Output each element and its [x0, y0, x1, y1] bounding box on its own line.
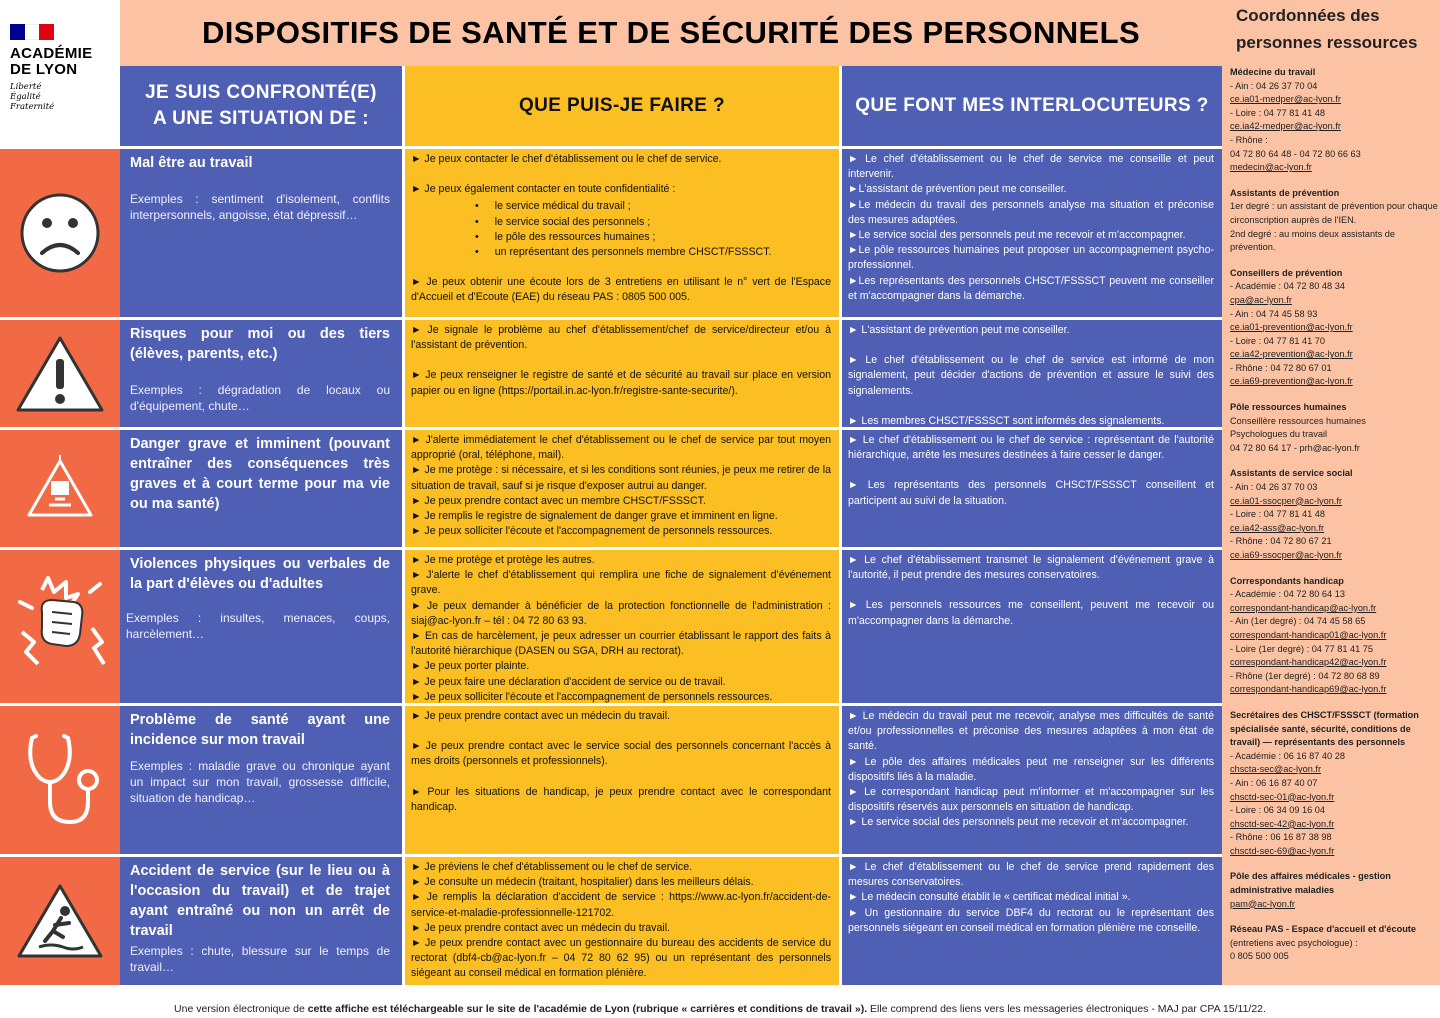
resource-line: - Académie : 04 72 80 64 13 — [1230, 589, 1345, 600]
row-icon-cell — [0, 550, 120, 703]
situation-title: Risques pour moi ou des tiers (élèves, parents, etc.) — [130, 326, 390, 362]
actions-cell — [405, 430, 839, 547]
resource-email-link[interactable]: ce.ia01-ssocper@ac-lyon.fr — [1230, 495, 1342, 506]
resource-email-link[interactable]: correspondant-handicap69@ac-lyon.fr — [1230, 684, 1387, 695]
contacts-cell — [842, 430, 1222, 547]
action-item: ► Je remplis la déclaration d'accident de service : https://www.ac-lyon.fr/accident-de-service-et-maladie-professionnelle-121702. — [411, 891, 831, 919]
resource-line: Conseillère ressources humaines — [1230, 415, 1366, 426]
row-icon-cell — [0, 149, 120, 317]
header-situation: JE SUIS CONFRONTÉ(E) A UNE SITUATION DE : — [120, 66, 402, 146]
situation-examples: Exemples : insultes, menaces, coups, harcèlement… — [126, 611, 390, 641]
resources-list — [1230, 66, 1438, 976]
actions-cell — [405, 320, 839, 427]
action-bullet-list — [475, 199, 831, 260]
resource-group-title: Réseau PAS - Espace d'accueil et d'écoute — [1230, 924, 1416, 935]
resource-email-link[interactable]: medecin@ac-lyon.fr — [1230, 162, 1312, 173]
resource-group-title: Secrétaires des CHSCT/FSSSCT (formation spécialisée santé, sécurité, conditions de travail) — représentants des personnels — [1230, 709, 1419, 748]
resource-group-title: Correspondants handicap — [1230, 575, 1344, 586]
resource-line: 04 72 80 64 48 - 04 72 80 66 63 — [1230, 148, 1361, 159]
row-icon-cell — [0, 857, 120, 985]
resource-line: - Loire : 04 77 81 41 48 — [1230, 107, 1326, 118]
action-item: ► Je me protège et protège les autres. — [411, 554, 595, 566]
republic-motto: Liberté Égalité Fraternité — [10, 82, 55, 112]
contact-item: ►Le pôle ressources humaines peut proposer un accompagnement psycho-professionnel. — [848, 244, 1214, 272]
action-item: ► Je peux prendre contact avec un gestionnaire du bureau des accidents de service du rectorat (dbf4-cb@ac-lyon.fr – 04 72 80 62 95) ou un représentant des personnels siégeant au conseil médical en formation plénière. — [411, 937, 831, 980]
action-item: ► Je préviens le chef d'établissement ou le chef de service. — [411, 861, 693, 873]
situation-title: Problème de santé ayant une incidence sur mon travail — [130, 712, 390, 748]
resource-email-link[interactable]: ce.ia69-prevention@ac-lyon.fr — [1230, 376, 1353, 387]
action-item: ► Je peux demander à bénéficier de la protection fonctionnelle de l'administration : siaj@ac-lyon.fr – tél : 04 72 80 63 93. — [411, 599, 831, 627]
resource-group-title: Pôle ressources humaines — [1230, 402, 1347, 413]
action-item: ► Je me protège : si nécessaire, et si les conditions sont réunies, je peux me retirer de la situation de travail, sauf si je risque d'exposer autrui au danger. — [411, 464, 831, 492]
actions-cell — [405, 706, 839, 854]
situation-title: Accident de service (sur le lieu ou à l'occasion du travail) et de trajet ayant entraîné ou non un arrêt de travail — [130, 863, 390, 939]
actions-cell — [405, 149, 839, 317]
resource-email-link[interactable]: ce.ia42-ass@ac-lyon.fr — [1230, 522, 1325, 533]
resource-group-title: Médecine du travail — [1230, 67, 1316, 77]
contact-item: ► Les personnels ressources me conseillent, peuvent me recevoir ou m'accompagner dans la démarche. — [848, 599, 1214, 627]
action-item: ► Je peux prendre contact avec un membre CHSCT/FSSSCT. — [411, 494, 706, 507]
action-item: ► Je peux solliciter l'écoute et l'accompagnement de personnels ressources. — [411, 690, 773, 703]
resource-email-link[interactable]: correspondant-handicap@ac-lyon.fr — [1230, 602, 1377, 613]
situation-cell — [120, 706, 402, 854]
resource-line: - Ain : 06 16 87 40 07 — [1230, 777, 1318, 788]
resource-group-title: Pôle des affaires médicales - gestion administrative maladies — [1230, 871, 1391, 896]
resource-email-link[interactable]: chsctd-sec-42@ac-lyon.fr — [1230, 818, 1335, 829]
contact-item: ► Le chef d'établissement ou le chef de service me conseille et peut intervenir. — [848, 153, 1214, 181]
list-item: • le pôle des ressources humaines ; — [475, 230, 831, 245]
contact-item: ► L'assistant de prévention peut me conseiller. — [848, 324, 1070, 336]
list-item: • le service social des personnels ; — [475, 215, 831, 230]
resource-line: 2nd degré : au moins deux assistants de prévention. — [1230, 228, 1395, 253]
resource-line: Psychologues du travail — [1230, 429, 1328, 440]
resource-line: - Rhône (1er degré) : 04 72 80 68 89 — [1230, 670, 1380, 681]
header-actions: QUE PUIS-JE FAIRE ? — [405, 66, 839, 146]
row-icon-cell — [0, 430, 120, 547]
list-item: • un représentant des personnels membre CHSCT/FSSSCT. — [475, 245, 831, 260]
situation-cell — [120, 857, 402, 985]
action-item: ► J'alerte le chef d'établissement qui remplira une fiche de signalement d'événement grave. — [411, 569, 831, 597]
resource-group — [1230, 709, 1438, 859]
resource-email-link[interactable]: chsctd-sec-01@ac-lyon.fr — [1230, 791, 1335, 802]
action-item: ► Je remplis le registre de signalement de danger grave et imminent en ligne. — [411, 510, 778, 523]
resource-group — [1230, 870, 1438, 911]
resource-line: - Ain : 04 26 37 70 03 — [1230, 482, 1318, 493]
resource-email-link[interactable]: ce.ia01-prevention@ac-lyon.fr — [1230, 322, 1353, 333]
footer-note: Une version électronique de cette affiche est téléchargeable sur le site de l'académie de Lyon (rubrique « carrières et conditions de travail »). Elle comprend des liens vers les messageries électroniques - MAJ par CPA 15/11/22. — [174, 1003, 1266, 1015]
resource-group — [1230, 467, 1438, 562]
contact-item: ► Un gestionnaire du service DBF4 du rectorat ou le représentant des personnels siégeant en conseil médical en formation plénière me conseille. — [848, 906, 1214, 934]
resource-line: - Académie : 06 16 87 40 28 — [1230, 750, 1345, 761]
action-item: ► Je peux porter plainte. — [411, 660, 530, 673]
action-item: ► J'alerte immédiatement le chef d'établissement ou le chef de service par tout moyen approprié (oral, téléphone, mail). — [411, 434, 831, 462]
contact-item: ► Le chef d'établissement ou le chef de service est informé de mon signalement, peut décider d'actions de prévention et assure le suivi des signalements. — [848, 354, 1214, 397]
resource-group — [1230, 575, 1438, 697]
action-item: ► Je consulte un médecin (traitant, hospitalier) dans les meilleurs délais. — [411, 876, 754, 889]
resource-line: (entretiens avec psychologue) : — [1230, 937, 1358, 948]
situation-examples: Exemples : chute, blessure sur le temps de travail… — [130, 944, 390, 974]
action-item: ► Je peux contacter le chef d'établissement ou le chef de service. — [411, 153, 722, 165]
action-item: ► Je signale le problème au chef d'établissement/chef de service/directeur et/ou à l'assistant de prévention. — [411, 324, 831, 352]
violence-fist-icon — [12, 572, 108, 682]
contacts-cell — [842, 706, 1222, 854]
contact-item: ► Le pôle des affaires médicales peut me renseigner sur les différents dispositifs liés à la maladie. — [848, 755, 1214, 783]
resource-line: 04 72 80 64 17 - prh@ac-lyon.fr — [1230, 442, 1360, 453]
resource-line: - Ain : 04 74 45 58 93 — [1230, 308, 1318, 319]
actions-cell — [405, 857, 839, 985]
resource-line: - Loire (1er degré) : 04 77 81 41 75 — [1230, 643, 1374, 654]
resource-group — [1230, 401, 1438, 455]
resource-email-link[interactable]: chsctd-sec-69@ac-lyon.fr — [1230, 845, 1335, 856]
contacts-cell — [842, 550, 1222, 703]
sad-face-icon — [18, 191, 102, 275]
slippery-floor-warning-icon — [15, 881, 105, 961]
resource-email-link[interactable]: cpa@ac-lyon.fr — [1230, 294, 1292, 305]
action-item: ► Je peux faire une déclaration d'accident de service ou de travail. — [411, 675, 726, 688]
stethoscope-icon — [18, 730, 102, 830]
title-band — [120, 0, 1222, 66]
resource-group-title: Conseillers de prévention — [1230, 267, 1343, 278]
situation-cell — [120, 550, 402, 703]
contact-item: ►L'assistant de prévention peut me conseiller. — [848, 183, 1067, 196]
row-icon-cell — [0, 320, 120, 427]
situation-cell — [120, 320, 402, 427]
resource-line: - Académie : 04 72 80 48 34 — [1230, 281, 1345, 292]
action-item: ► Je peux obtenir une écoute lors de 3 entretiens en utilisant le n° vert de l'Espace d'Accueil et d'Ecoute (EAE) du réseau PAS : 0805 500 005. — [411, 276, 831, 304]
contact-item: ► Le service social des personnels peut me recevoir et m'accompagner. — [848, 816, 1189, 829]
resource-line: - Loire : 04 77 81 41 70 — [1230, 335, 1326, 346]
row-icon-cell — [0, 706, 120, 854]
actions-cell — [405, 550, 839, 703]
resource-email-link[interactable]: pam@ac-lyon.fr — [1230, 898, 1295, 909]
situation-examples: Exemples : dégradation de locaux ou d'équipement, chute… — [130, 383, 390, 413]
resource-group — [1230, 66, 1438, 175]
page-title: DISPOSITIFS DE SANTÉ ET DE SÉCURITÉ DES PERSONNELS — [201, 15, 1141, 50]
resource-line: 0 805 500 005 — [1230, 951, 1289, 962]
resource-group — [1230, 267, 1438, 389]
resource-email-link[interactable]: ce.ia42-medper@ac-lyon.fr — [1230, 121, 1341, 132]
resource-group-title: Assistants de prévention — [1230, 187, 1340, 198]
contact-item: ► Les membres CHSCT/FSSSCT sont informés des signalements. — [848, 414, 1165, 427]
resource-email-link[interactable]: ce.ia01-medper@ac-lyon.fr — [1230, 94, 1341, 105]
action-item: ► Je peux également contacter en toute confidentialité : — [411, 183, 676, 196]
situation-examples: Exemples : maladie grave ou chronique ayant un impact sur mon travail, grossesse difficile, situation de handicap… — [130, 759, 390, 805]
situation-cell — [120, 149, 402, 317]
contact-item: ► Le chef d'établissement ou le chef de service : représentant de l'autorité hiérarchique, arrête les mesures destinées à faire cesser le danger. — [848, 434, 1214, 462]
situation-title: Danger grave et imminent (pouvant entraîner des conséquences très graves et à court terme pour ma vie ou ma santé) — [130, 436, 390, 512]
resource-email-link[interactable]: ce.ia42-prevention@ac-lyon.fr — [1230, 349, 1353, 360]
contact-item: ► Le chef d'établissement transmet le signalement d'événement grave à l'autorité, il peut prendre des mesures conservatoires. — [848, 554, 1214, 582]
resource-line: - Loire : 04 77 81 41 48 — [1230, 509, 1326, 520]
resource-group — [1230, 187, 1438, 255]
list-item: • le service médical du travail ; — [475, 199, 831, 214]
action-item: ► Je peux prendre contact avec le service social des personnels concernant l'accès à mes droits (personnels et professionnels). — [411, 740, 831, 768]
contact-item: ► Les représentants des personnels CHSCT/FSSSCT conseillent et participent au suivi de la situation. — [848, 479, 1214, 507]
contact-item: ► Le médecin du travail peut me recevoir, analyse mes difficultés de santé et/ou professionnelles et préconise des mesures adaptées à mon état de santé. — [848, 710, 1214, 753]
resource-line: - Ain (1er degré) : 04 74 45 58 65 — [1230, 616, 1366, 627]
contacts-cell — [842, 857, 1222, 985]
resource-line: - Ain : 04 26 37 70 04 — [1230, 80, 1318, 91]
resources-title: Coordonnées des personnes ressources — [1236, 6, 1418, 52]
contact-item: ► Le médecin consulté établit le « certificat médical initial ». — [848, 891, 1131, 904]
resource-line: - Rhône : 04 72 80 67 21 — [1230, 536, 1332, 547]
action-item: ► Je peux renseigner le registre de santé et de sécurité au travail sur place en version papier ou en ligne (https://portail.in.ac-lyon.fr/registre-sante-securite/). — [411, 369, 831, 397]
action-item: ► Je peux solliciter l'écoute et l'accompagnement de personnels ressources. — [411, 525, 773, 538]
header-contacts: QUE FONT MES INTERLOCUTEURS ? — [842, 66, 1222, 146]
resource-email-link[interactable]: ce.ia69-ssocper@ac-lyon.fr — [1230, 550, 1342, 560]
action-item: ► Pour les situations de handicap, je peux prendre contact avec le correspondant handicap. — [411, 785, 831, 813]
action-item: ► En cas de harcèlement, je peux adresser un courrier établissant le rapport des faits à l'autorité hiérarchique (DASEN ou SGA, DRH au rectorat). — [411, 630, 831, 658]
resource-group — [1230, 923, 1438, 964]
resources-panel — [1222, 0, 1440, 985]
action-item: ► Je peux prendre contact avec un médecin du travail. — [411, 710, 670, 722]
academy-name: ACADÉMIE DE LYON — [10, 45, 93, 78]
situation-title: Violences physiques ou verbales de la part d'élèves ou d'adultes — [130, 556, 390, 592]
situation-cell — [120, 430, 402, 547]
resource-line: - Rhône : 04 72 80 67 01 — [1230, 362, 1332, 373]
contact-item: ►Les représentants des personnels CHSCT/FSSSCT peuvent me conseiller et m'accompagner dans la démarche. — [848, 274, 1214, 302]
resource-line: - Rhône : 06 16 87 38 98 — [1230, 832, 1332, 843]
action-item: ► Je peux prendre contact avec un médecin du travail. — [411, 921, 670, 934]
academy-logo — [0, 0, 120, 145]
situation-examples: Exemples : sentiment d'isolement, conflits interpersonnels, angoisse, état dépressif… — [130, 192, 390, 222]
contact-item: ►Le service social des personnels peut me recevoir et m'accompagner. — [848, 229, 1186, 242]
resource-line: - Rhône : — [1230, 134, 1268, 145]
french-flag-icon — [10, 24, 54, 40]
contact-item: ► Le chef d'établissement ou le chef de service prend rapidement des mesures conservatoires. — [848, 861, 1214, 889]
resource-line: 1er degré : un assistant de prévention pour chaque circonscription auprès de l'IEN. — [1230, 201, 1438, 225]
situation-title: Mal être au travail — [130, 155, 253, 171]
resource-group-title: Assistants de service social — [1230, 468, 1353, 479]
contact-item: ► Le correspondant handicap peut m'informer et m'accompagner sur les dispositifs réservés aux personnels en situation de handicap. — [848, 786, 1214, 814]
resource-email-link[interactable]: chscta-sec@ac-lyon.fr — [1230, 764, 1322, 775]
falling-object-warning-icon — [25, 453, 95, 525]
resource-email-link[interactable]: correspondant-handicap01@ac-lyon.fr — [1230, 629, 1387, 640]
warning-triangle-icon — [14, 333, 106, 415]
contacts-cell — [842, 320, 1222, 427]
contacts-cell — [842, 149, 1222, 317]
resource-email-link[interactable]: correspondant-handicap42@ac-lyon.fr — [1230, 657, 1387, 668]
contact-item: ►Le médecin du travail des personnels analyse ma situation et préconise des mesures adaptées. — [848, 198, 1214, 226]
resource-line: - Loire : 06 34 09 16 04 — [1230, 805, 1326, 816]
